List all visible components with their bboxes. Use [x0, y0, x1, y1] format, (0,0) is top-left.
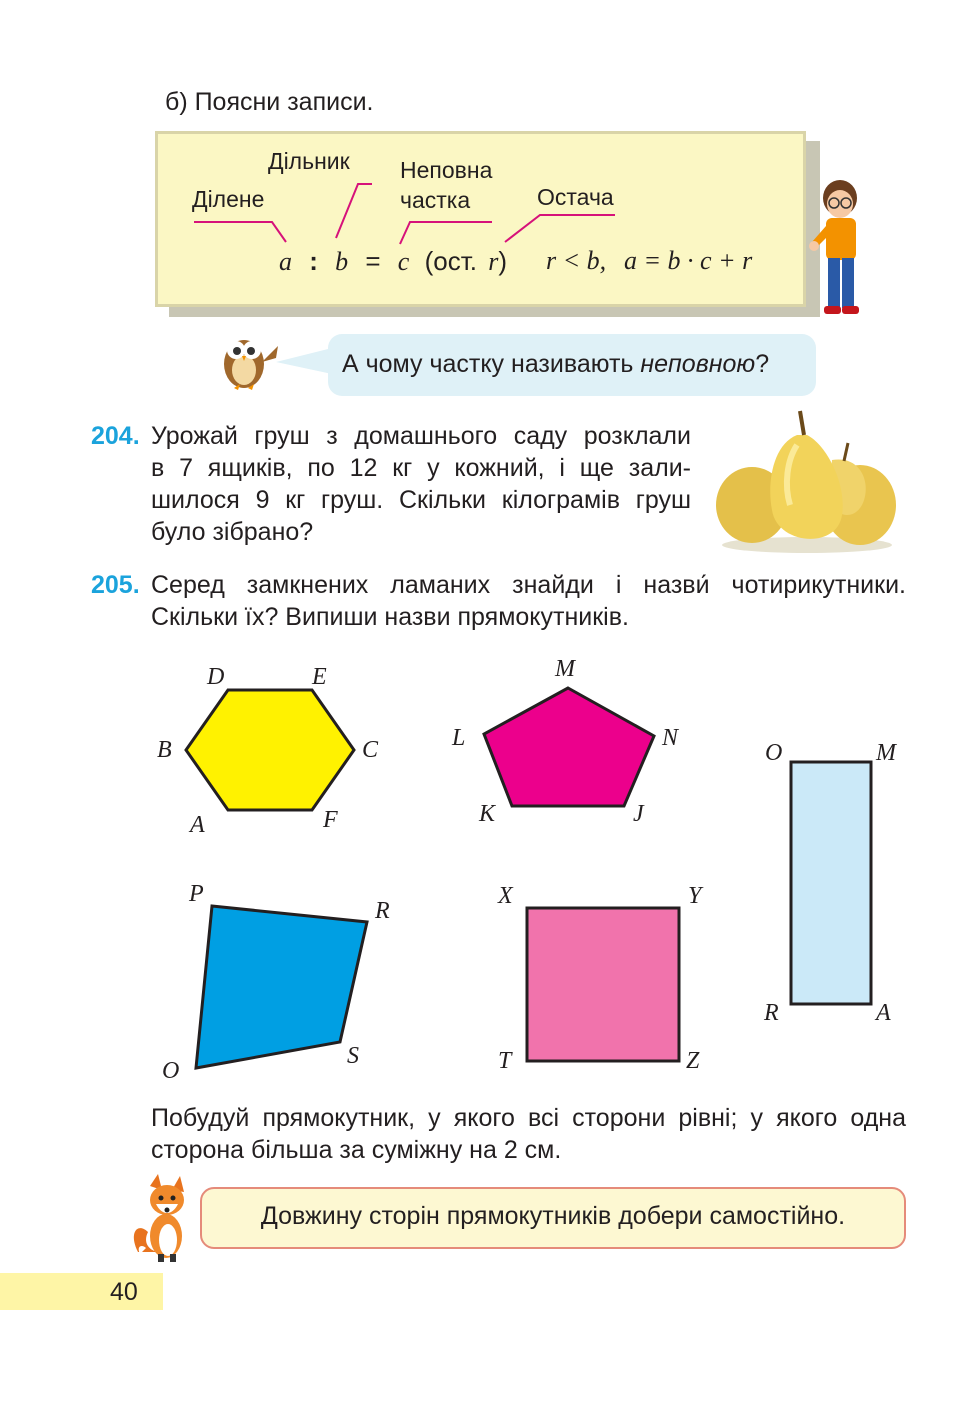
- task-205-line-1: Серед замкнених ламаних знайди і назви́ чотирикутники.: [151, 571, 906, 599]
- part-b-heading: б) Поясни записи.: [165, 88, 374, 116]
- expr-close: ): [498, 246, 507, 276]
- label-pent-L: L: [452, 725, 466, 751]
- build-task-line-2: сторона більша за суміжну на 2 см.: [151, 1136, 562, 1164]
- expr-a: a: [279, 247, 292, 276]
- dividend-label: Ділене: [192, 186, 265, 212]
- condition-formula: a = b · c + r: [624, 246, 753, 275]
- expr-r: r: [488, 247, 499, 276]
- page-number-bar: [0, 1273, 163, 1310]
- expr-ost: (ост.: [424, 246, 477, 276]
- task-204-number: 204.: [91, 422, 140, 450]
- expr-eq: =: [365, 246, 381, 276]
- task-204-line-4: було зібрано?: [151, 518, 314, 546]
- build-task-line-1: Побудуй прямокутник, у якого всі сторони рівні; у якого одна: [151, 1104, 906, 1132]
- label-hex-A: A: [190, 812, 205, 838]
- label-hex-B: B: [157, 737, 172, 763]
- task-205-line-2: Скільки їх? Випиши назви прямокутників.: [151, 603, 629, 631]
- partial-quotient-label-2: частка: [400, 187, 471, 213]
- label-hex-C: C: [362, 737, 379, 763]
- rectangle-OMAR: [791, 762, 871, 1004]
- label-pent-N: N: [662, 725, 679, 751]
- label-pent-J: J: [633, 801, 644, 827]
- expr-colon: :: [309, 246, 318, 276]
- label-sq-Z: Z: [686, 1048, 700, 1074]
- task-204-line-2: в 7 ящиків, по 12 кг у кожний, і ще зали-: [151, 454, 691, 482]
- label-pent-M: M: [555, 656, 575, 682]
- label-sq-X: X: [498, 883, 513, 909]
- divisor-label: Дільник: [268, 148, 350, 174]
- owl-question-italic: неповною: [640, 350, 756, 378]
- label-rect-A: A: [876, 1000, 891, 1026]
- label-rect-M: M: [876, 740, 896, 766]
- label-sq-T: T: [498, 1048, 512, 1074]
- quadrilateral-PRSO: [196, 906, 367, 1068]
- task-204-line-1: Урожай груш з домашнього саду розклали: [151, 422, 691, 450]
- label-hex-E: E: [312, 664, 327, 690]
- partial-quotient-label-1: Неповна: [400, 157, 493, 183]
- task-204-line-3: шилося 9 кг груш. Скільки кілограмів груш: [151, 486, 691, 514]
- label-hex-D: D: [207, 664, 225, 690]
- page-number: 40: [110, 1278, 138, 1306]
- fox-note-text: Довжину сторін прямокутників добери самостійно.: [260, 1202, 846, 1230]
- task-205-number: 205.: [91, 571, 140, 599]
- label-quad-S: S: [347, 1043, 359, 1069]
- remainder-label: Остача: [537, 184, 614, 210]
- label-rect-R: R: [764, 1000, 779, 1026]
- pentagon-MNJKL: [484, 688, 654, 806]
- label-sq-Y: Y: [688, 883, 702, 909]
- condition-remainder: r < b,: [546, 246, 607, 275]
- hexagon-DECFAB: [186, 690, 354, 810]
- owl-question-end: ?: [755, 350, 770, 378]
- expr-c: c: [397, 247, 410, 276]
- label-quad-O: O: [162, 1058, 180, 1084]
- square-XYZT: [527, 908, 679, 1061]
- build-task-text: [151, 1102, 906, 1166]
- label-hex-F: F: [323, 807, 338, 833]
- fox-illustration: [128, 1172, 198, 1264]
- label-quad-R: R: [375, 898, 390, 924]
- label-pent-K: K: [479, 801, 496, 827]
- expr-b: b: [335, 247, 349, 276]
- label-quad-P: P: [189, 881, 204, 907]
- label-rect-O: O: [765, 740, 783, 766]
- owl-question-start: А чому частку називають: [342, 350, 641, 378]
